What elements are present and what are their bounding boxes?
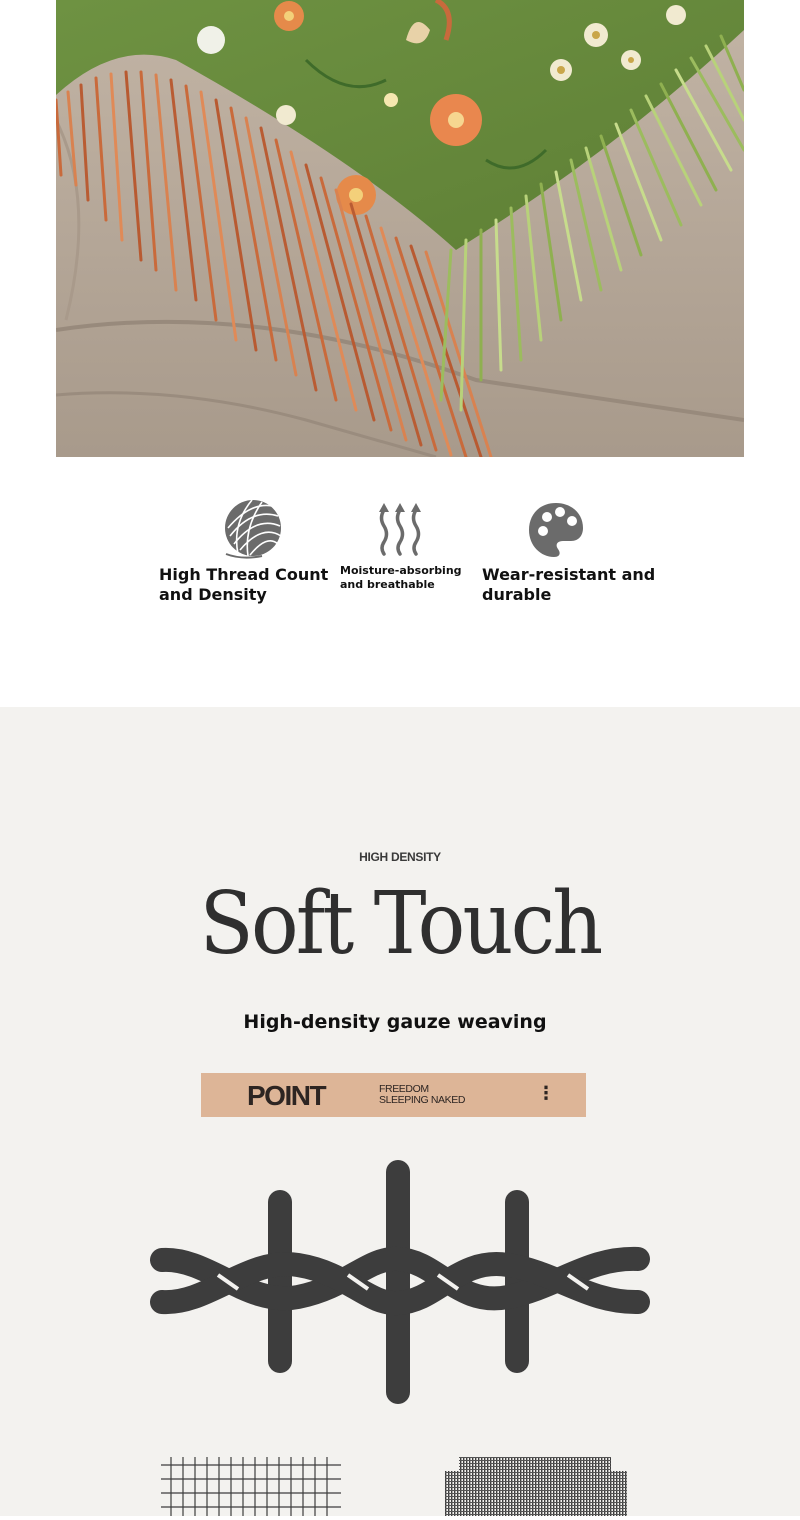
feature-label: High Thread Count and Density	[159, 565, 329, 604]
loose-grid-swatch-icon	[161, 1457, 341, 1520]
section-headline: Soft Touch	[199, 874, 601, 974]
feature-durable	[482, 498, 662, 608]
woven-thread-diagram-icon	[148, 1157, 652, 1411]
feature-breathable	[340, 498, 470, 608]
steam-waves-icon	[376, 500, 426, 562]
yarn-ball-icon	[222, 498, 284, 564]
point-banner	[201, 1073, 586, 1117]
palette-icon	[527, 501, 585, 563]
hero-product-photo	[56, 0, 744, 457]
point-subtitle	[379, 1084, 465, 1106]
dense-grid-swatch-icon	[445, 1457, 627, 1520]
point-line-1: FREEDOM	[379, 1083, 429, 1095]
point-line-2: SLEEPING NAKED	[379, 1094, 466, 1106]
feature-thread-count	[158, 498, 328, 608]
feature-label: Wear-resistant and durable	[482, 565, 656, 604]
section-eyebrow: HIGH DENSITY	[359, 850, 441, 864]
point-title: POINT	[247, 1080, 326, 1111]
feature-label: Moisture-absorbing and breathable	[340, 564, 462, 591]
section-subhead: High-density gauze weaving	[243, 1011, 547, 1033]
soft-touch-section	[0, 707, 800, 1516]
more-vertical-icon: ⋮	[537, 1083, 555, 1104]
